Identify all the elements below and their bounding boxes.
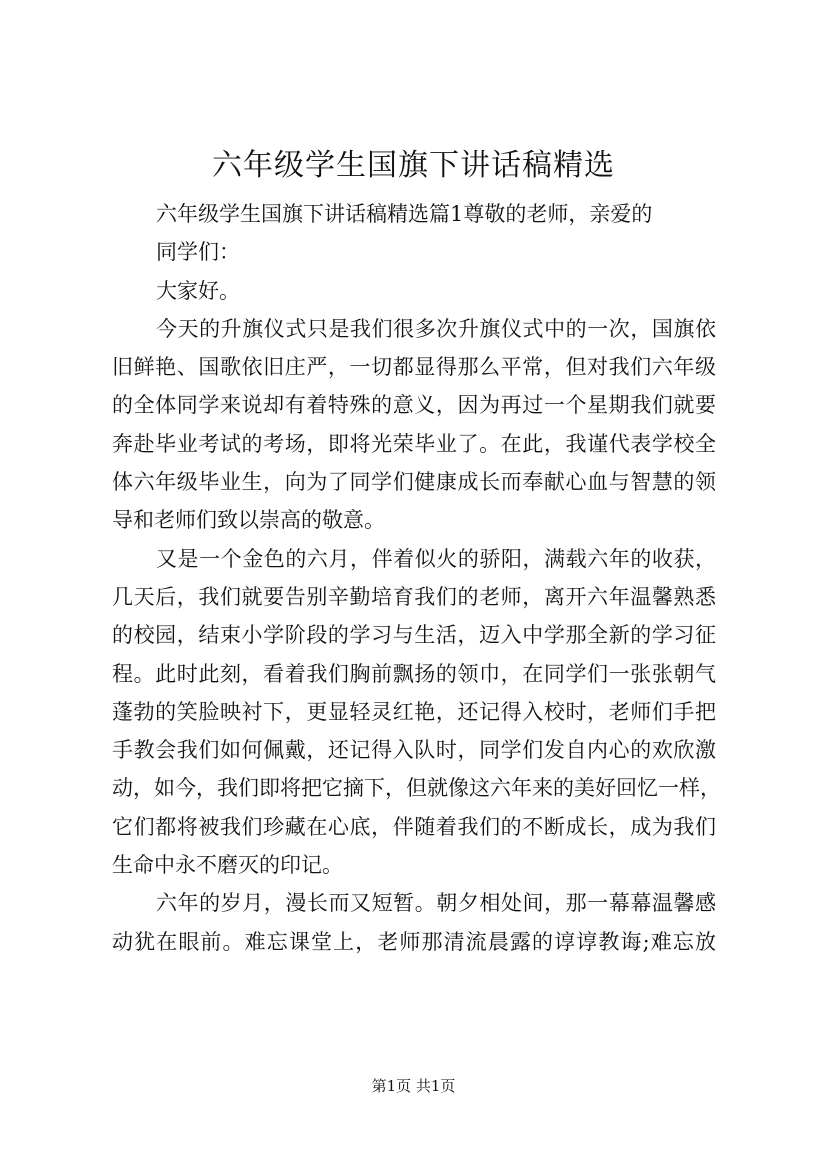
text-line: 体六年级毕业生，向为了同学们健康成长而奉献心血与智慧的领 <box>112 470 716 495</box>
text-line: 奔赴毕业考试的考场，即将光荣毕业了。在此，我谨代表学校全 <box>112 431 716 456</box>
text-line: 蓬勃的笑脸映衬下，更显轻灵红艳，还记得入校时，老师们手把 <box>112 699 716 724</box>
text-line: 手教会我们如何佩戴，还记得入队时，同学们发自内心的欢欣激 <box>112 738 716 763</box>
text-line: 几天后，我们就要告别辛勤培育我们的老师，离开六年温馨熟悉 <box>112 584 716 609</box>
text-line: 今天的升旗仪式只是我们很多次升旗仪式中的一次，国旗依 <box>156 316 716 341</box>
text-line: 同学们： <box>156 240 240 265</box>
text-line: 六年的岁月，漫长而又短暂。朝夕相处间，那一幕幕温馨感 <box>156 891 716 916</box>
document-title: 六年级学生国旗下讲话稿精选 <box>212 148 615 183</box>
text-line: 的校园，结束小学阶段的学习与生活，迈入中学那全新的学习征 <box>112 623 716 648</box>
text-line: 的全体同学来说却有着特殊的意义，因为再过一个星期我们就要 <box>112 393 716 418</box>
text-line: 它们都将被我们珍藏在心底，伴随着我们的不断成长，成为我们 <box>112 814 716 839</box>
text-line: 生命中永不磨灭的印记。 <box>112 853 343 878</box>
text-line: 程。此时此刻，看着我们胸前飘扬的领巾，在同学们一张张朝气 <box>112 661 716 686</box>
text-line: 动犹在眼前。难忘课堂上，老师那清流晨露的谆谆教诲;难忘放 <box>112 929 716 954</box>
text-line: 六年级学生国旗下讲话稿精选篇1尊敬的老师，亲爱的 <box>156 202 653 226</box>
text-line: 又是一个金色的六月，伴着似火的骄阳，满载六年的收获， <box>156 546 716 571</box>
text-line: 动，如今，我们即将把它摘下，但就像这六年来的美好回忆一样， <box>112 776 721 801</box>
body-paragraphs <box>112 195 721 961</box>
text-line: 旧鲜艳、国歌依旧庄严，一切都显得那么平常，但对我们六年级 <box>112 355 716 380</box>
text-line: 大家好。 <box>156 278 240 303</box>
text-line: 导和老师们致以崇高的敬意。 <box>112 508 385 533</box>
page-number-footer: 第1页 共1页 <box>371 1077 456 1095</box>
